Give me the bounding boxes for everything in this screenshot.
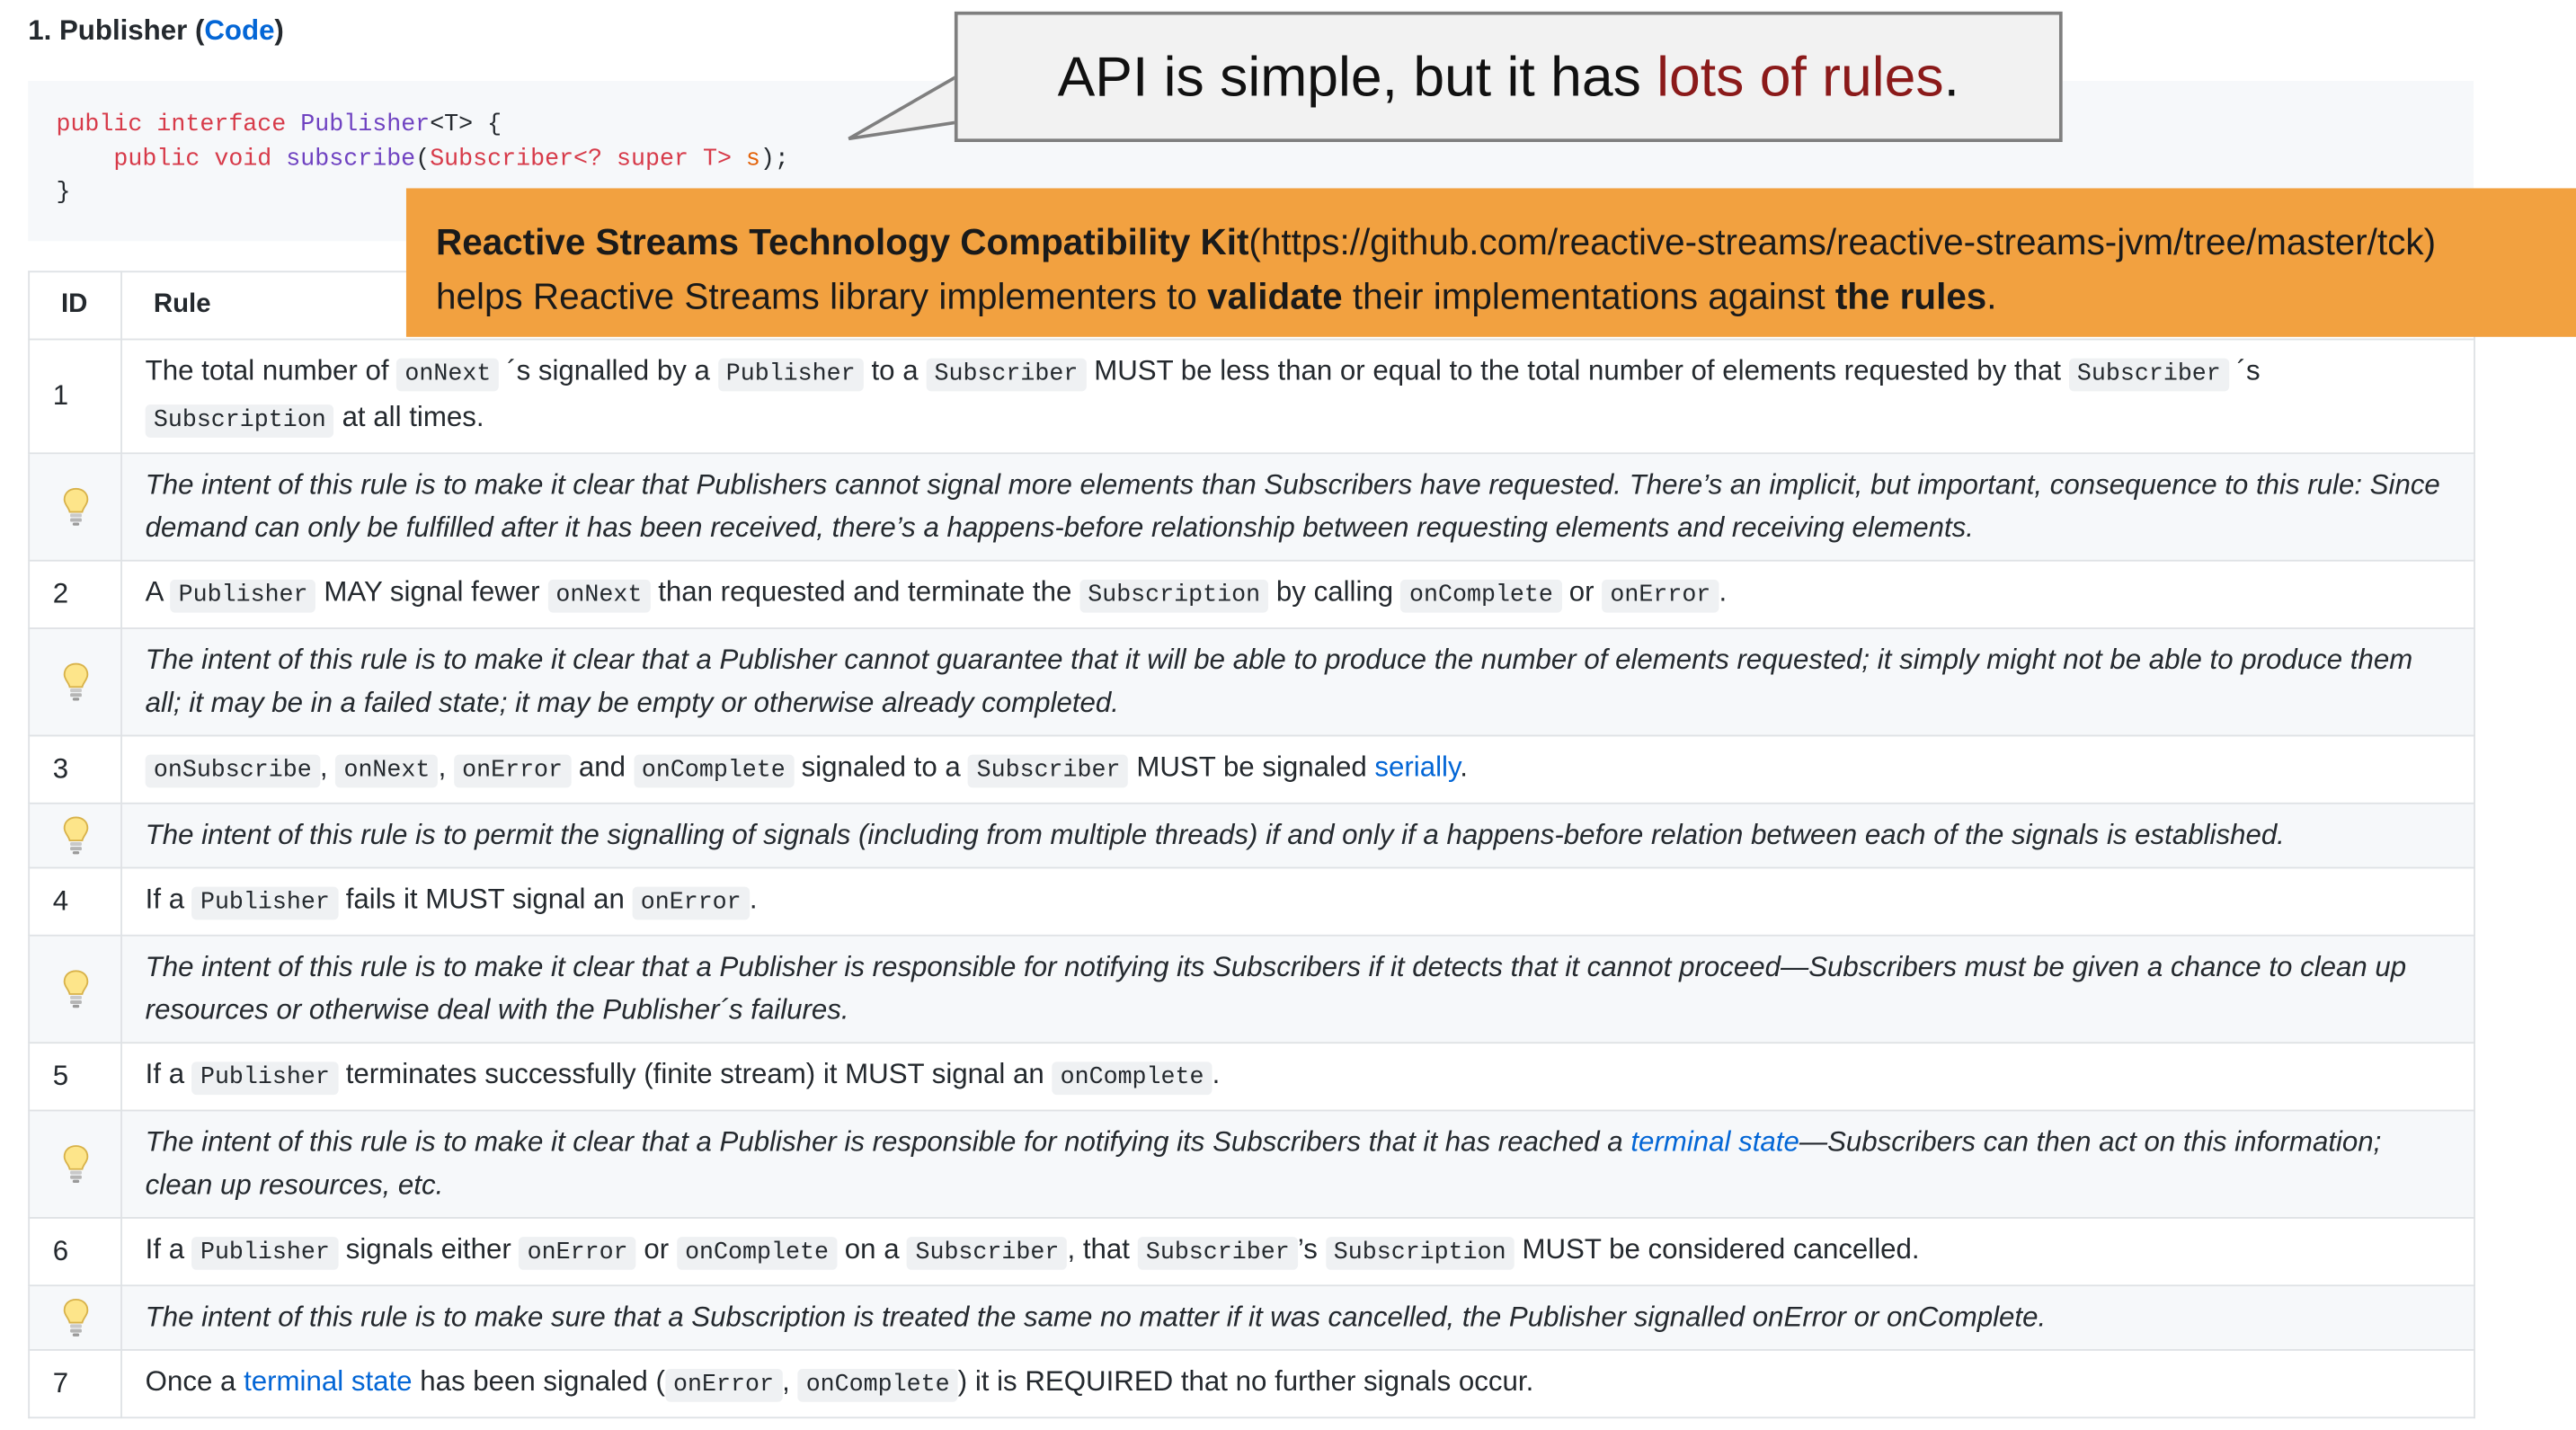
- inline-code: onError: [1602, 580, 1719, 613]
- id-column-header: ID: [29, 271, 121, 339]
- code-token: <T> {: [430, 111, 502, 139]
- code-line-3: }: [56, 180, 71, 207]
- text-span: ,: [319, 751, 336, 783]
- rule-id: 5: [29, 1043, 121, 1110]
- inline-code: onComplete: [634, 755, 794, 788]
- inline-code: onError: [665, 1369, 782, 1402]
- inline-code: onComplete: [798, 1369, 958, 1402]
- text-span: .: [1212, 1058, 1221, 1090]
- text-span: has been signaled (: [412, 1365, 665, 1398]
- table-row: [29, 1111, 2474, 1218]
- text-span: If a: [145, 1233, 192, 1266]
- table-row: [29, 735, 2474, 803]
- table-row: [29, 628, 2474, 735]
- code-token: Subscriber: [430, 146, 574, 173]
- table-row: [29, 453, 2474, 560]
- code-link[interactable]: Code: [204, 14, 275, 47]
- callout-accent: lots of rules: [1657, 46, 1944, 110]
- text-span: .: [1460, 751, 1468, 783]
- text-span: terminates successfully (finite stream) it MUST signal an: [338, 1058, 1053, 1090]
- terminal-state-link[interactable]: terminal state: [244, 1365, 413, 1398]
- table-row: [29, 1218, 2474, 1285]
- banner-text: their implementations against: [1342, 275, 1835, 317]
- table-row: [29, 867, 2474, 935]
- intent-text: The intent of this rule is to make it clear that Publishers cannot signal more elements than Subscribers have requested. There’s an implicit, but important, consequence to this rule: Since demand can only be fulfilled after it has been received, there’s a happens-before relationship between requesting elements and receiving elements.: [121, 453, 2474, 560]
- rules-callout: [955, 12, 2063, 142]
- text-span: or: [1561, 576, 1603, 608]
- inline-code: Publisher: [718, 359, 864, 392]
- inline-code: Publisher: [170, 580, 315, 613]
- callout-pointer: [842, 66, 961, 145]
- text-span: , that: [1067, 1233, 1138, 1266]
- text-span: If a: [145, 1058, 192, 1090]
- rule-text: [121, 1350, 2474, 1417]
- text-span: ´s signalled by a: [499, 354, 718, 386]
- inline-code: onComplete: [677, 1237, 837, 1270]
- code-token: T>: [688, 146, 746, 173]
- inline-code: Subscriber: [2069, 359, 2229, 392]
- intent-text: The intent of this rule is to make it clear that a Publisher is responsible for notifying its Subscribers if it detects that it cannot proceed—Subscribers must be given a chance to clean up resources or otherwise deal with the Publisher´s failures.: [121, 936, 2474, 1043]
- intent-marker: [29, 453, 121, 560]
- intent-text: [121, 1111, 2474, 1218]
- text-span: than requested and terminate the: [650, 576, 1080, 608]
- code-token: public: [113, 146, 200, 173]
- intent-marker: [29, 1285, 121, 1350]
- code-token: Publisher: [300, 111, 431, 139]
- table-row: [29, 1350, 2474, 1417]
- text-span: The intent of this rule is to make it clear that a Publisher is responsible for notifying its Subscribers that it has reached a: [145, 1125, 1631, 1158]
- text-span: signals either: [338, 1233, 520, 1266]
- inline-code: Subscriber: [907, 1237, 1067, 1270]
- text-span: .: [1719, 576, 1728, 608]
- code-line-2: [56, 143, 2474, 177]
- rule-id: 4: [29, 867, 121, 935]
- callout-suffix: .: [1943, 46, 1959, 110]
- text-span: MUST be considered cancelled.: [1514, 1233, 1920, 1266]
- inline-code: onNext: [335, 755, 438, 788]
- table-row: [29, 561, 2474, 628]
- table-row: [29, 936, 2474, 1043]
- inline-code: onError: [454, 755, 571, 788]
- text-span: A: [145, 576, 171, 608]
- intent-marker: [29, 628, 121, 735]
- banner-bold: validate: [1207, 275, 1343, 317]
- lightbulb-icon: [62, 662, 88, 702]
- intent-text: The intent of this rule is to make it clear that a Publisher cannot guarantee that it will be able to produce the number of elements requested; it simply might not be able to produce them all; it may be in a failed state; it may be empty or otherwise already completed.: [121, 628, 2474, 735]
- intent-marker: [29, 804, 121, 868]
- text-span: at all times.: [333, 401, 484, 433]
- inline-code: Publisher: [192, 887, 338, 920]
- inline-code: Subscription: [146, 404, 334, 438]
- inline-code: onComplete: [1401, 580, 1561, 613]
- rule-id: 3: [29, 735, 121, 803]
- text-span: on a: [837, 1233, 908, 1266]
- rule-text: [121, 1043, 2474, 1110]
- inline-code: Subscription: [1079, 580, 1268, 613]
- banner-text: helps Reactive Streams library implementers to: [436, 275, 1208, 317]
- inline-code: onError: [519, 1237, 635, 1270]
- code-token: subscribe: [286, 146, 416, 173]
- rules-table: [28, 271, 2475, 1418]
- text-span: and: [571, 751, 634, 783]
- heading-suffix: ): [274, 14, 284, 47]
- banner-title: Reactive Streams Technology Compatibility Kit: [436, 221, 1249, 263]
- rule-text: [121, 1218, 2474, 1285]
- text-span: The total number of: [145, 354, 397, 386]
- banner-text: .: [1986, 275, 1997, 317]
- table-row: [29, 804, 2474, 868]
- text-span: —Subscribers can then act on this information; clean up resources, etc.: [145, 1125, 2382, 1201]
- code-token: <? super: [573, 146, 688, 173]
- rule-id: 6: [29, 1218, 121, 1285]
- code-token: interface: [156, 111, 287, 139]
- intent-marker: [29, 1111, 121, 1218]
- intent-marker: [29, 936, 121, 1043]
- text-span: ) it is REQUIRED that no further signals occur.: [957, 1365, 1534, 1398]
- text-span: Once a: [145, 1365, 244, 1398]
- text-span: MAY signal fewer: [315, 576, 548, 608]
- text-span: If a: [145, 883, 192, 915]
- text-span: signaled to a: [793, 751, 969, 783]
- text-span: fails it MUST signal an: [338, 883, 633, 915]
- rule-text: [121, 735, 2474, 803]
- terminal-state-link[interactable]: terminal state: [1630, 1125, 1799, 1158]
- inline-code: Subscriber: [968, 755, 1128, 788]
- intent-text: The intent of this rule is to permit the signalling of signals (including from multiple threads) if and only if a happens-before relation between each of the signals is established.: [121, 804, 2474, 868]
- inline-code: Publisher: [192, 1237, 338, 1270]
- tck-banner: [406, 188, 2576, 336]
- lightbulb-icon: [62, 1298, 88, 1337]
- heading-text: 1. Publisher (: [28, 14, 205, 47]
- text-span: by calling: [1268, 576, 1401, 608]
- code-token: );: [759, 146, 789, 173]
- table-row: [29, 1285, 2474, 1350]
- banner-bold: the rules: [1834, 275, 1987, 317]
- serially-link[interactable]: serially: [1374, 751, 1461, 783]
- banner-url: (https://github.com/reactive-streams/reactive-streams-jvm/tree/master/tck): [1248, 221, 2437, 263]
- table-row: [29, 1043, 2474, 1110]
- rule-text: [121, 340, 2474, 454]
- callout-text: API is simple, but it has: [1057, 46, 1657, 110]
- text-span: ´s: [2228, 354, 2261, 386]
- lightbulb-icon: [62, 1144, 88, 1184]
- inline-code: onNext: [547, 580, 650, 613]
- inline-code: Subscriber: [926, 359, 1086, 392]
- rule-id: 7: [29, 1350, 121, 1417]
- text-span: MUST be signaled: [1128, 751, 1375, 783]
- inline-code: onSubscribe: [146, 755, 320, 788]
- lightbulb-icon: [62, 487, 88, 527]
- intent-text: The intent of this rule is to make sure that a Subscription is treated the same no matter if it was cancelled, the Publisher signalled onError or onComplete.: [121, 1285, 2474, 1350]
- text-span: ,: [438, 751, 454, 783]
- text-span: to a: [863, 354, 927, 386]
- lightbulb-icon: [62, 969, 88, 1008]
- inline-code: Subscription: [1326, 1237, 1515, 1270]
- rule-id: 2: [29, 561, 121, 628]
- text-span: ,: [782, 1365, 798, 1398]
- code-token: public: [56, 111, 143, 139]
- rule-text: [121, 867, 2474, 935]
- table-row: [29, 340, 2474, 454]
- inline-code: onNext: [396, 359, 499, 392]
- code-token: (: [415, 146, 431, 173]
- rule-id: 1: [29, 340, 121, 454]
- lightbulb-icon: [62, 816, 88, 856]
- code-token: s: [745, 146, 760, 173]
- text-span: ’s: [1297, 1233, 1326, 1266]
- inline-code: Publisher: [192, 1061, 338, 1095]
- rule-column-header: Rule: [121, 271, 2474, 339]
- inline-code: onComplete: [1052, 1061, 1212, 1095]
- rule-text: [121, 561, 2474, 628]
- text-span: or: [635, 1233, 677, 1266]
- text-span: MUST be less than or equal to the total number of elements requested by that: [1086, 354, 2069, 386]
- text-span: .: [749, 883, 758, 915]
- inline-code: Subscriber: [1138, 1237, 1298, 1270]
- inline-code: onError: [633, 887, 750, 920]
- section-heading: [28, 15, 284, 49]
- code-token: void: [214, 146, 272, 173]
